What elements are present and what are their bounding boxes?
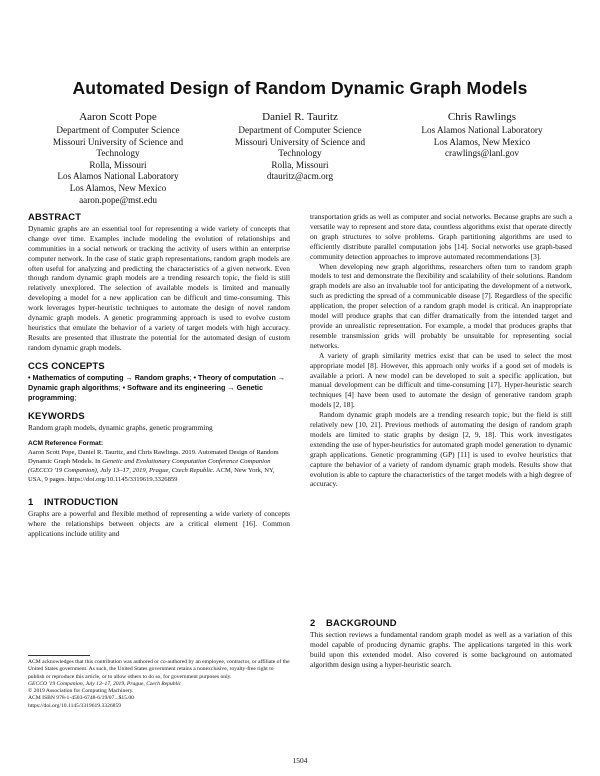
- acm-ref-venue: Genetic and Evolutionary Computation Conference Companion (GECCO '19 Companion), July 13–17, 2019, Prague, Czech Republic.: [28, 458, 271, 475]
- paragraph: Random dynamic graph models are a trending research topic, but the field is still relatively new [10, 21]. Previous methods of automating the design of random graph models are limited to static graphs by design [2, 9, 18]. This work investigates extending the use of hyper-heuristics for automated graph model generation to dynamic graph applications. Genetic programming (GP) [11] is used to evolve heuristics that capture the behavior of a variety of random dynamic graph models. Results show that evolution is able to capture the characteristics of the target models with a high degree of accuracy.: [310, 410, 572, 489]
- author-1: [28, 110, 208, 206]
- ccs-item: • Mathematics of computing → Random graphs: [28, 372, 190, 382]
- author-affil: Department of Computer Science: [238, 125, 362, 135]
- author-affil: Technology: [278, 148, 322, 159]
- paragraph: When developing new graph algorithms, researchers often turn to random graph models to test and demonstrate the flexibility and scalability of their solutions. Random graph models are also an invaluable tool for anticipating the development of a network, such as predicting the spread of a communicable disease [7]. Regardless of the specific application, the proper selection of a random graph model is critical. An inappropriate model will produce graphs that can differ dramatically from the intended target and provide an unrealistic representation. For example, a model that produces graphs that resemble transmission grids will probably be unsuitable for representing social networks.: [310, 261, 572, 350]
- ccs-sep: ;: [74, 392, 77, 402]
- ccs-heading: CCS CONCEPTS: [28, 359, 105, 371]
- author-affil: Department of Computer Science: [56, 125, 180, 135]
- author-name: Daniel R. Tauritz: [262, 111, 338, 123]
- author-2: [210, 110, 390, 206]
- footnote-rule: [28, 655, 90, 656]
- author-affil: Los Alamos, New Mexico: [69, 182, 167, 193]
- abstract-text: Dynamic graphs are an essential tool for representing a wide variety of concepts that change over time. Examples include modeling the evolution of relationships and communities in a social network or tracking the activity of users within an enterprise computer network. In the case of static graph representations, random graph models are often useful for analyzing and predicting the characteristics of a given network. Even though random dynamic graph models are a trending research topic, the field is still relatively unexplored. The selection of available models is limited and manually developing a model for a new application can be difficult and time-consuming. This work leverages hyper-heuristic techniques to automate the design of novel random dynamic graph models. A genetic programming approach is used to evolve custom heuristics that emulate the behavior of a variety of target models with high accuracy. Results are presented that illustrate the potential for the automated design of custom random dynamic graph models.: [28, 223, 290, 352]
- author-3: [392, 110, 572, 206]
- author-email: dtauritz@acm.org: [266, 171, 334, 182]
- author-name: Chris Rawlings: [447, 111, 517, 123]
- author-affil: Los Alamos National Laboratory: [421, 125, 543, 135]
- author-affil: Rolla, Missouri: [89, 159, 147, 170]
- footnote-venue-text: GECCO '19 Companion, July 13–17, 2019, Prague, Czech Republic: [28, 680, 182, 687]
- paragraph: A variety of graph similarity metrics exist that can be used to select the most appropriate model [8]. However, this approach only works if a good set of models is available a priori. A new model can be developed to suit a specific application, but manual development can be difficult and time-consuming [17]. Hyper-heuristic search techniques [4] have been used to automate the design of generative random graph models [2, 18].: [310, 350, 572, 410]
- page-number: 1504: [292, 756, 308, 765]
- keywords-heading: KEYWORDS: [28, 409, 85, 421]
- abstract-heading: ABSTRACT: [28, 211, 82, 222]
- author-affil: Rolla, Missouri: [271, 159, 329, 170]
- keywords-text: Random graph models, dynamic graphs, genetic programming: [28, 422, 213, 432]
- author-name: Aaron Scott Pope: [79, 111, 157, 123]
- intro-heading-text: INTRODUCTION: [44, 495, 119, 507]
- footnote-copyright: © 2019 Association for Computing Machinery.: [28, 688, 134, 695]
- acm-ref-text: [28, 449, 290, 485]
- author-email: crawlings@lanl.gov: [444, 148, 520, 159]
- acm-ref-heading: ACM Reference Format:: [28, 440, 104, 448]
- background-heading-number: 2: [310, 617, 316, 628]
- intro-heading: [28, 497, 290, 507]
- paper-title: Automated Design of Random Dynamic Graph Models: [72, 78, 528, 98]
- background-heading: [310, 618, 572, 628]
- acm-ref-part1: Aaron Scott Pope, Daniel R. Tauritz, and Chris Rawlings. 2019. Automated Design of Random Dynamic Graph Models. In: [28, 449, 279, 466]
- author-affil: Los Alamos National Laboratory: [57, 171, 179, 182]
- ccs-sep: ;: [118, 382, 123, 392]
- footnote-doi[interactable]: https://doi.org/10.1145/3319619.3326859: [28, 702, 122, 709]
- footnote-isbn: ACM ISBN 978-1-4503-6748-6/19/07...$15.00: [28, 695, 134, 702]
- right-column: [310, 212, 572, 489]
- background-section: [310, 618, 572, 670]
- author-affil: Technology: [96, 148, 140, 159]
- author-email: aaron.pope@mst.edu: [79, 194, 157, 205]
- background-paragraph: This section reviews a fundamental random graph model as well as a variation of this model capable of producing dynamic graphs. The applications targeted in this work build upon this extended model. Also covered is some background on automated algorithm design using a hyper-heuristic search.: [310, 629, 572, 669]
- left-column: [28, 212, 290, 539]
- footnote: [28, 659, 290, 710]
- intro-heading-number: 1: [28, 495, 34, 507]
- author-affil: Los Alamos, New Mexico: [433, 136, 531, 147]
- author-block: [28, 110, 572, 206]
- background-heading-text: BACKGROUND: [326, 617, 397, 628]
- acm-ref-part2: ACM, New York, NY, USA, 9 pages. https://doi.org/10.1145/3319619.3326859: [28, 467, 275, 484]
- ccs-item: • Theory of computation → Dynamic graph algorithms: [28, 372, 286, 392]
- intro-paragraph: Graphs are a powerful and flexible method of representing a wide variety of concepts where the relationships between objects are a critical element [16]. Common applications include utility and: [28, 508, 290, 538]
- ccs-concepts: [28, 373, 290, 403]
- author-affil: Missouri University of Science and: [52, 136, 184, 147]
- ccs-item: • Software and its engineering → Genetic programming: [28, 382, 263, 402]
- paragraph: transportation grids as well as computer and social networks. Because graphs are such a versatile way to represent and store data, countless algorithms exist that operate directly on graph structures to solve problems. Graph partitioning algorithms are used to efficiently distribute parallel computation jobs [14]. Social networks use graph-based community detection approaches to improve automated recommendations [3].: [310, 212, 572, 261]
- footnote-text: ACM acknowledges that this contribution was authored or co-authored by an employee, contractor, or affiliate of the United States government. As such, the United States government retains a nonexclusive, royalty-free right to publish or reproduce this article, or to allow others to do so, for government purposes only.: [28, 659, 290, 680]
- author-affil: Missouri University of Science and: [234, 136, 366, 147]
- ccs-sep: ;: [189, 372, 194, 382]
